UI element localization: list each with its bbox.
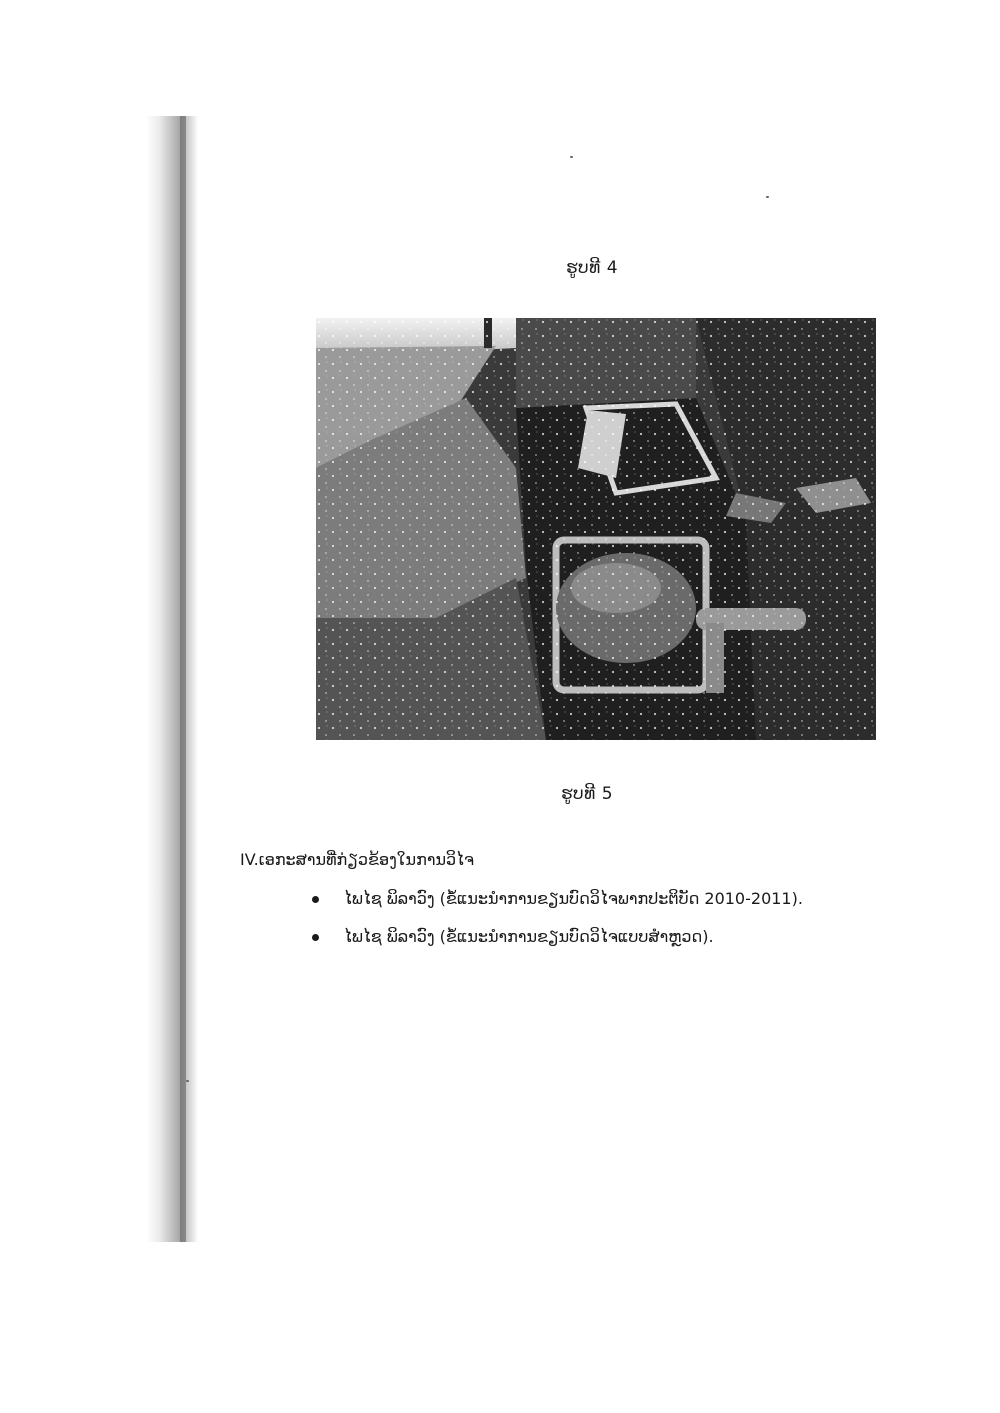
scanner-binding-shadow [146, 116, 198, 1242]
reference-text: ໄພໄຊ ພິລາວົງ (ຂໍ້ແນະນຳການຂຽນບົດວິໄຈແບບສຳຫຼວດ). [344, 927, 714, 946]
list-item [310, 886, 803, 924]
scan-speck [766, 196, 769, 198]
scan-speck [570, 156, 573, 158]
bullet-icon [312, 934, 319, 941]
reference-list [310, 886, 803, 962]
reference-text: ໄພໄຊ ພິລາວົງ (ຂໍ້ແນະນຳການຂຽນບົດວິໄຈພາກປະຕິບັດ 2010-2011). [344, 889, 803, 908]
section-heading: IV.ເອກະສານທີ່ກ່ຽວຂ້ອງໃນການວິໄຈ [240, 850, 474, 869]
photo-illustration [316, 318, 876, 740]
bullet-icon [312, 896, 319, 903]
figure-5-photo-excavation-pipe [316, 318, 876, 740]
figure-5-caption: ຮູບທີ 5 [560, 784, 614, 804]
scan-speck [186, 1080, 189, 1082]
list-item [310, 924, 803, 962]
figure-4-caption: ຮູບທີ 4 [565, 258, 619, 278]
